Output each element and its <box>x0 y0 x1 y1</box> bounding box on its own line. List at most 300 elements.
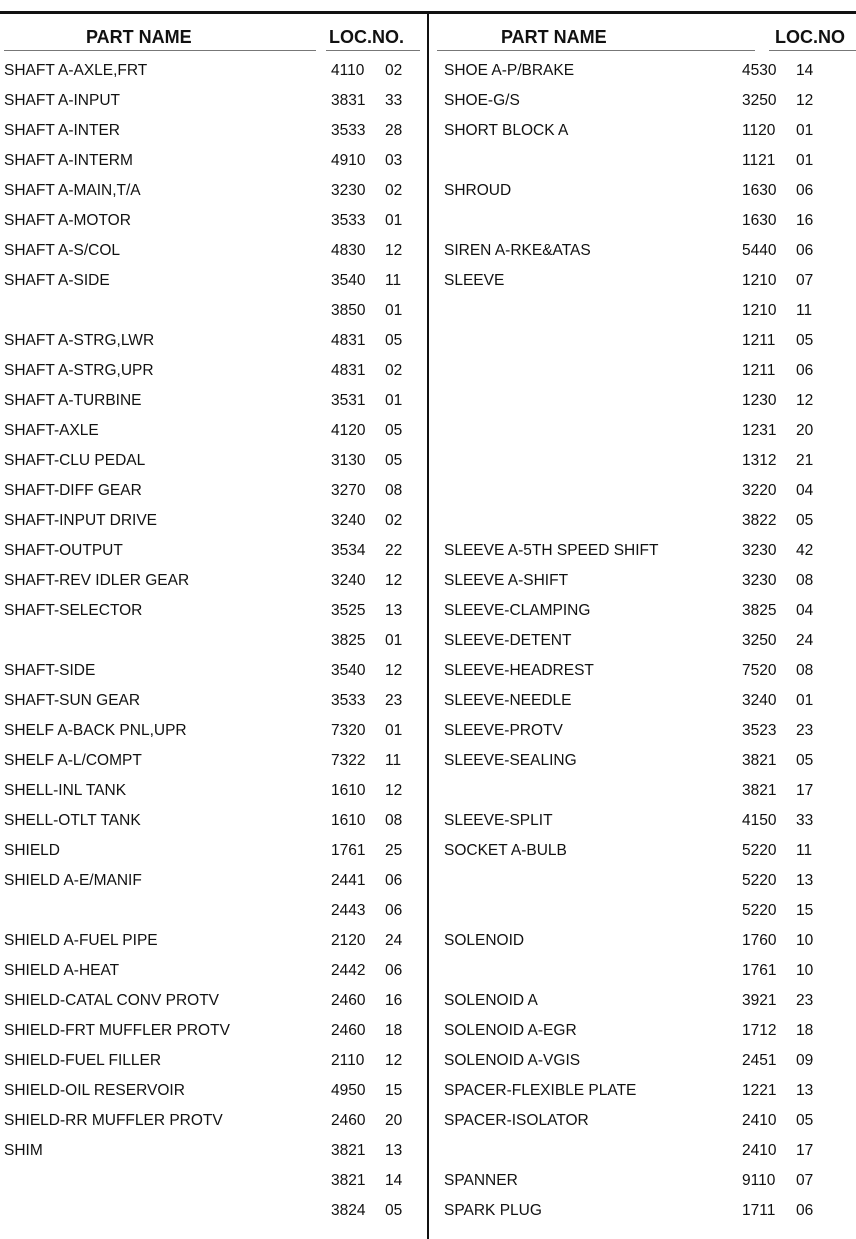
table-row <box>429 146 856 176</box>
loc-cell: 2441 <box>331 872 366 889</box>
header-underline <box>769 50 856 51</box>
table-row <box>0 1076 427 1106</box>
loc-cell: 5440 <box>742 242 777 259</box>
loc-cell: 3531 <box>331 392 366 409</box>
loc-no-cell: 33 <box>796 812 814 829</box>
left-parts-list <box>0 56 427 1226</box>
loc-no-cell: 12 <box>385 1052 403 1069</box>
table-row <box>429 956 856 986</box>
table-row <box>429 236 856 266</box>
loc-cell: 1221 <box>742 1082 777 1099</box>
loc-no-cell: 25 <box>385 842 403 859</box>
loc-cell: 3534 <box>331 542 366 559</box>
loc-no-cell: 11 <box>385 272 402 289</box>
table-row <box>429 506 856 536</box>
loc-cell: 3230 <box>742 542 777 559</box>
loc-cell: 2460 <box>331 992 366 1009</box>
loc-no-cell: 01 <box>385 212 403 229</box>
loc-cell: 4831 <box>331 362 366 379</box>
loc-cell: 7322 <box>331 752 366 769</box>
loc-cell: 3270 <box>331 482 366 499</box>
part-name-cell: SHELF A-BACK PNL,UPR <box>4 722 187 739</box>
loc-cell: 3533 <box>331 212 366 229</box>
loc-no-cell: 13 <box>385 1142 403 1159</box>
part-name-cell: SLEEVE <box>444 272 505 289</box>
loc-cell: 4120 <box>331 422 366 439</box>
loc-no-cell: 06 <box>385 962 403 979</box>
table-row <box>429 56 856 86</box>
table-row <box>0 1136 427 1166</box>
loc-no-cell: 14 <box>385 1172 403 1189</box>
loc-cell: 3824 <box>331 1202 366 1219</box>
part-name-cell: SHAFT A-STRG,LWR <box>4 332 155 349</box>
table-row <box>0 446 427 476</box>
loc-no-cell: 02 <box>385 512 403 529</box>
loc-no-cell: 06 <box>385 872 403 889</box>
part-name-cell: SLEEVE A-5TH SPEED SHIFT <box>444 542 659 559</box>
table-row <box>429 596 856 626</box>
loc-no-cell: 20 <box>385 1112 403 1129</box>
part-name-cell: SHAFT A-INPUT <box>4 92 120 109</box>
table-row <box>0 986 427 1016</box>
part-name-cell: SLEEVE-DETENT <box>444 632 572 649</box>
loc-no-cell: 07 <box>796 1172 814 1189</box>
loc-cell: 2443 <box>331 902 366 919</box>
loc-no-cell: 20 <box>796 422 814 439</box>
loc-cell: 2451 <box>742 1052 777 1069</box>
right-column <box>429 14 856 1226</box>
part-name-cell: SHIELD A-HEAT <box>4 962 120 979</box>
loc-no-cell: 05 <box>385 452 403 469</box>
part-name-cell: SHAFT-DIFF GEAR <box>4 482 142 499</box>
part-name-cell: SPACER-ISOLATOR <box>444 1112 589 1129</box>
table-row <box>0 176 427 206</box>
header-underline <box>326 50 420 51</box>
part-name-cell: SLEEVE-SEALING <box>444 752 577 769</box>
table-row <box>0 326 427 356</box>
table-row <box>429 536 856 566</box>
part-name-header: PART NAME <box>86 27 192 47</box>
part-name-cell: SHOE A-P/BRAKE <box>444 62 575 79</box>
part-name-cell: SHAFT-SELECTOR <box>4 602 143 619</box>
loc-no-cell: 01 <box>796 692 814 709</box>
loc-no-cell: 12 <box>796 92 814 109</box>
table-row <box>429 416 856 446</box>
loc-no-cell: 14 <box>796 62 814 79</box>
table-row <box>429 1106 856 1136</box>
table-row <box>429 626 856 656</box>
table-row <box>429 326 856 356</box>
loc-no-cell: 12 <box>385 572 403 589</box>
loc-no-cell: 10 <box>796 932 814 949</box>
table-row <box>429 1046 856 1076</box>
loc-cell: 3250 <box>742 92 777 109</box>
loc-no-cell: 08 <box>796 572 814 589</box>
table-row <box>429 1196 856 1226</box>
part-name-cell: SLEEVE A-SHIFT <box>444 572 569 589</box>
table-row <box>429 656 856 686</box>
loc-no-cell: 09 <box>796 1052 814 1069</box>
table-row <box>429 296 856 326</box>
loc-cell: 3822 <box>742 512 777 529</box>
loc-cell: 3240 <box>742 692 777 709</box>
part-name-cell: SHAFT A-MOTOR <box>4 212 131 229</box>
table-row <box>0 626 427 656</box>
loc-cell: 3220 <box>742 482 777 499</box>
loc-no-cell: 12 <box>796 392 814 409</box>
part-name-cell: SHROUD <box>444 182 512 199</box>
loc-no-cell: 03 <box>385 152 403 169</box>
loc-cell: 1760 <box>742 932 777 949</box>
loc-no-cell: 12 <box>385 782 403 799</box>
loc-cell: 3533 <box>331 122 366 139</box>
table-row <box>0 146 427 176</box>
table-row <box>0 266 427 296</box>
table-row <box>0 1166 427 1196</box>
loc-cell: 1211 <box>742 332 776 349</box>
loc-no-cell: 05 <box>796 332 814 349</box>
part-name-cell: SHAFT-CLU PEDAL <box>4 452 146 469</box>
loc-no-header: LOC.NO. <box>329 27 404 47</box>
loc-no-cell: 13 <box>385 602 403 619</box>
loc-no-cell: 12 <box>385 662 403 679</box>
loc-cell: 3825 <box>331 632 366 649</box>
part-name-cell: SHAFT-SIDE <box>4 662 96 679</box>
table-row <box>0 536 427 566</box>
header-underline <box>4 50 316 51</box>
loc-cell: 3523 <box>742 722 777 739</box>
loc-no-cell: 11 <box>385 752 402 769</box>
right-column-header <box>429 14 856 56</box>
part-name-cell: SOLENOID A <box>444 992 538 1009</box>
loc-no-cell: 23 <box>796 992 814 1009</box>
loc-no-cell: 12 <box>385 242 403 259</box>
loc-no-cell: 15 <box>796 902 814 919</box>
part-name-cell: SOLENOID A-EGR <box>444 1022 577 1039</box>
loc-no-cell: 05 <box>385 422 403 439</box>
table-row <box>0 686 427 716</box>
table-row <box>429 986 856 1016</box>
loc-cell: 3850 <box>331 302 366 319</box>
table-row <box>429 476 856 506</box>
loc-cell: 4950 <box>331 1082 366 1099</box>
table-row <box>429 1016 856 1046</box>
loc-no-cell: 05 <box>796 1112 814 1129</box>
loc-cell: 2442 <box>331 962 366 979</box>
table-row <box>429 356 856 386</box>
part-name-cell: SHAFT-REV IDLER GEAR <box>4 572 190 589</box>
part-name-cell: SHAFT A-SIDE <box>4 272 110 289</box>
table-row <box>0 956 427 986</box>
table-row <box>0 86 427 116</box>
table-row <box>429 1076 856 1106</box>
loc-cell: 1230 <box>742 392 777 409</box>
table-row <box>429 836 856 866</box>
loc-no-cell: 06 <box>796 1202 814 1219</box>
loc-cell: 3230 <box>331 182 366 199</box>
part-name-cell: SHIELD A-FUEL PIPE <box>4 932 158 949</box>
loc-cell: 1630 <box>742 182 777 199</box>
table-row <box>429 776 856 806</box>
part-name-cell: SHELL-OTLT TANK <box>4 812 141 829</box>
loc-cell: 2460 <box>331 1022 366 1039</box>
table-row <box>0 356 427 386</box>
part-name-cell: SHAFT-SUN GEAR <box>4 692 141 709</box>
table-row <box>429 446 856 476</box>
loc-cell: 2460 <box>331 1112 366 1129</box>
loc-cell: 1121 <box>742 152 776 169</box>
loc-no-cell: 06 <box>796 182 814 199</box>
part-name-header: PART NAME <box>501 27 607 47</box>
table-row <box>0 566 427 596</box>
loc-no-cell: 24 <box>796 632 814 649</box>
loc-no-cell: 01 <box>385 392 403 409</box>
table-row <box>0 416 427 446</box>
table-row <box>0 296 427 326</box>
loc-no-cell: 10 <box>796 962 814 979</box>
table-row <box>429 866 856 896</box>
left-column <box>0 14 427 1226</box>
part-name-cell: SOLENOID A-VGIS <box>444 1052 581 1069</box>
table-row <box>0 926 427 956</box>
table-row <box>429 116 856 146</box>
loc-no-cell: 06 <box>796 362 814 379</box>
loc-cell: 2410 <box>742 1112 777 1129</box>
loc-cell: 1761 <box>331 842 366 859</box>
loc-no-cell: 01 <box>385 302 403 319</box>
loc-no-cell: 05 <box>385 1202 403 1219</box>
loc-no-cell: 08 <box>385 812 403 829</box>
loc-no-cell: 02 <box>385 182 403 199</box>
table-row <box>429 86 856 116</box>
part-name-cell: SOCKET A-BULB <box>444 842 567 859</box>
table-row <box>0 386 427 416</box>
table-row <box>0 1106 427 1136</box>
loc-cell: 3525 <box>331 602 366 619</box>
left-column-header <box>0 14 427 56</box>
part-name-cell: SHIELD-CATAL CONV PROTV <box>4 992 220 1009</box>
table-row <box>0 476 427 506</box>
part-name-cell: SHAFT A-AXLE,FRT <box>4 62 148 79</box>
part-name-cell: SIREN A-RKE&ATAS <box>444 242 591 259</box>
part-name-cell: SHAFT A-TURBINE <box>4 392 142 409</box>
loc-no-cell: 04 <box>796 482 814 499</box>
loc-cell: 1210 <box>742 302 777 319</box>
part-name-cell: SLEEVE-HEADREST <box>444 662 594 679</box>
loc-cell: 3540 <box>331 662 366 679</box>
table-row <box>0 116 427 146</box>
loc-no-cell: 18 <box>385 1022 403 1039</box>
loc-cell: 1312 <box>742 452 777 469</box>
loc-no-cell: 05 <box>385 332 403 349</box>
table-row <box>429 746 856 776</box>
loc-cell: 2110 <box>331 1052 365 1069</box>
part-name-cell: SHAFT A-INTERM <box>4 152 133 169</box>
loc-cell: 2120 <box>331 932 366 949</box>
loc-no-cell: 23 <box>796 722 814 739</box>
table-row <box>0 896 427 926</box>
part-name-cell: SHELL-INL TANK <box>4 782 127 799</box>
loc-no-cell: 18 <box>796 1022 814 1039</box>
loc-no-cell: 15 <box>385 1082 403 1099</box>
loc-cell: 3825 <box>742 602 777 619</box>
loc-no-cell: 04 <box>796 602 814 619</box>
loc-no-cell: 16 <box>796 212 814 229</box>
loc-no-cell: 11 <box>796 302 813 319</box>
loc-no-cell: 28 <box>385 122 403 139</box>
loc-cell: 3821 <box>742 752 777 769</box>
table-row <box>0 866 427 896</box>
loc-cell: 3821 <box>331 1142 366 1159</box>
loc-cell: 3821 <box>331 1172 366 1189</box>
part-name-cell: SHAFT A-MAIN,T/A <box>4 182 141 199</box>
loc-cell: 4830 <box>331 242 366 259</box>
table-row <box>0 206 427 236</box>
loc-cell: 4530 <box>742 62 777 79</box>
part-name-cell: SHIELD-OIL RESERVOIR <box>4 1082 185 1099</box>
part-name-cell: SPARK PLUG <box>444 1202 542 1219</box>
table-row <box>0 506 427 536</box>
table-row <box>0 1046 427 1076</box>
table-row <box>429 716 856 746</box>
loc-no-header: LOC.NO <box>775 27 845 47</box>
part-name-cell: SHIELD-RR MUFFLER PROTV <box>4 1112 223 1129</box>
loc-no-cell: 13 <box>796 1082 814 1099</box>
part-name-cell: SPACER-FLEXIBLE PLATE <box>444 1082 637 1099</box>
loc-cell: 7520 <box>742 662 777 679</box>
loc-cell: 1210 <box>742 272 777 289</box>
part-name-cell: SHIELD <box>4 842 60 859</box>
loc-cell: 3240 <box>331 512 366 529</box>
loc-cell: 1211 <box>742 362 776 379</box>
loc-no-cell: 02 <box>385 62 403 79</box>
part-name-cell: SHAFT-INPUT DRIVE <box>4 512 158 529</box>
loc-cell: 1120 <box>742 122 776 139</box>
table-row <box>429 1136 856 1166</box>
loc-cell: 2410 <box>742 1142 777 1159</box>
loc-no-cell: 08 <box>796 662 814 679</box>
table-row <box>0 1196 427 1226</box>
loc-cell: 3921 <box>742 992 777 1009</box>
part-name-cell: SHAFT-AXLE <box>4 422 99 439</box>
part-name-cell: SLEEVE-CLAMPING <box>444 602 591 619</box>
loc-cell: 3250 <box>742 632 777 649</box>
part-name-cell: SHORT BLOCK A <box>444 122 569 139</box>
part-name-cell: SHAFT-OUTPUT <box>4 542 123 559</box>
loc-no-cell: 16 <box>385 992 403 1009</box>
table-row <box>429 896 856 926</box>
table-row <box>429 176 856 206</box>
table-row <box>0 656 427 686</box>
part-name-cell: SHOE-G/S <box>444 92 520 109</box>
loc-no-cell: 01 <box>796 122 814 139</box>
loc-no-cell: 06 <box>385 902 403 919</box>
loc-cell: 1761 <box>742 962 777 979</box>
loc-no-cell: 06 <box>796 242 814 259</box>
table-row <box>429 266 856 296</box>
right-parts-list <box>429 56 856 1226</box>
part-name-cell: SHIELD A-E/MANIF <box>4 872 142 889</box>
loc-cell: 5220 <box>742 872 777 889</box>
loc-cell: 3230 <box>742 572 777 589</box>
part-name-cell: SHELF A-L/COMPT <box>4 752 142 769</box>
loc-cell: 3533 <box>331 692 366 709</box>
table-row <box>429 566 856 596</box>
loc-cell: 4910 <box>331 152 366 169</box>
loc-no-cell: 42 <box>796 542 814 559</box>
loc-cell: 3821 <box>742 782 777 799</box>
loc-cell: 1231 <box>742 422 777 439</box>
loc-cell: 4831 <box>331 332 366 349</box>
loc-cell: 1630 <box>742 212 777 229</box>
table-row <box>429 386 856 416</box>
loc-cell: 3130 <box>331 452 366 469</box>
loc-cell: 9110 <box>742 1172 776 1189</box>
loc-no-cell: 07 <box>796 272 814 289</box>
loc-cell: 1711 <box>742 1202 776 1219</box>
part-name-cell: SHAFT A-S/COL <box>4 242 120 259</box>
table-row <box>0 716 427 746</box>
loc-cell: 1610 <box>331 812 366 829</box>
loc-no-cell: 22 <box>385 542 403 559</box>
table-row <box>429 206 856 236</box>
table-row <box>0 836 427 866</box>
loc-no-cell: 01 <box>385 722 403 739</box>
table-row <box>429 686 856 716</box>
loc-no-cell: 17 <box>796 782 814 799</box>
loc-cell: 5220 <box>742 842 777 859</box>
part-name-cell: SHIELD-FRT MUFFLER PROTV <box>4 1022 230 1039</box>
loc-no-cell: 05 <box>796 752 814 769</box>
part-name-cell: SHIELD-FUEL FILLER <box>4 1052 162 1069</box>
loc-no-cell: 33 <box>385 92 403 109</box>
loc-no-cell: 05 <box>796 512 814 529</box>
table-row <box>429 806 856 836</box>
part-name-cell: SLEEVE-SPLIT <box>444 812 553 829</box>
part-name-cell: SPANNER <box>444 1172 518 1189</box>
loc-cell: 3831 <box>331 92 366 109</box>
table-row <box>0 746 427 776</box>
part-name-cell: SHAFT A-INTER <box>4 122 120 139</box>
table-row <box>429 1166 856 1196</box>
table-row <box>0 806 427 836</box>
loc-no-cell: 24 <box>385 932 403 949</box>
loc-no-cell: 21 <box>796 452 814 469</box>
part-name-cell: SHIM <box>4 1142 43 1159</box>
table-row <box>0 776 427 806</box>
part-name-cell: SOLENOID <box>444 932 525 949</box>
loc-cell: 7320 <box>331 722 366 739</box>
header-underline <box>437 50 755 51</box>
table-row <box>0 596 427 626</box>
part-name-cell: SLEEVE-PROTV <box>444 722 563 739</box>
loc-no-cell: 01 <box>385 632 403 649</box>
loc-cell: 4110 <box>331 62 365 79</box>
loc-no-cell: 13 <box>796 872 814 889</box>
table-row <box>0 56 427 86</box>
loc-no-cell: 11 <box>796 842 813 859</box>
loc-no-cell: 17 <box>796 1142 814 1159</box>
loc-cell: 1610 <box>331 782 366 799</box>
loc-no-cell: 01 <box>796 152 814 169</box>
part-name-cell: SLEEVE-NEEDLE <box>444 692 572 709</box>
loc-cell: 3540 <box>331 272 366 289</box>
table-row <box>0 236 427 266</box>
loc-no-cell: 08 <box>385 482 403 499</box>
loc-cell: 1712 <box>742 1022 777 1039</box>
loc-no-cell: 23 <box>385 692 403 709</box>
loc-no-cell: 02 <box>385 362 403 379</box>
